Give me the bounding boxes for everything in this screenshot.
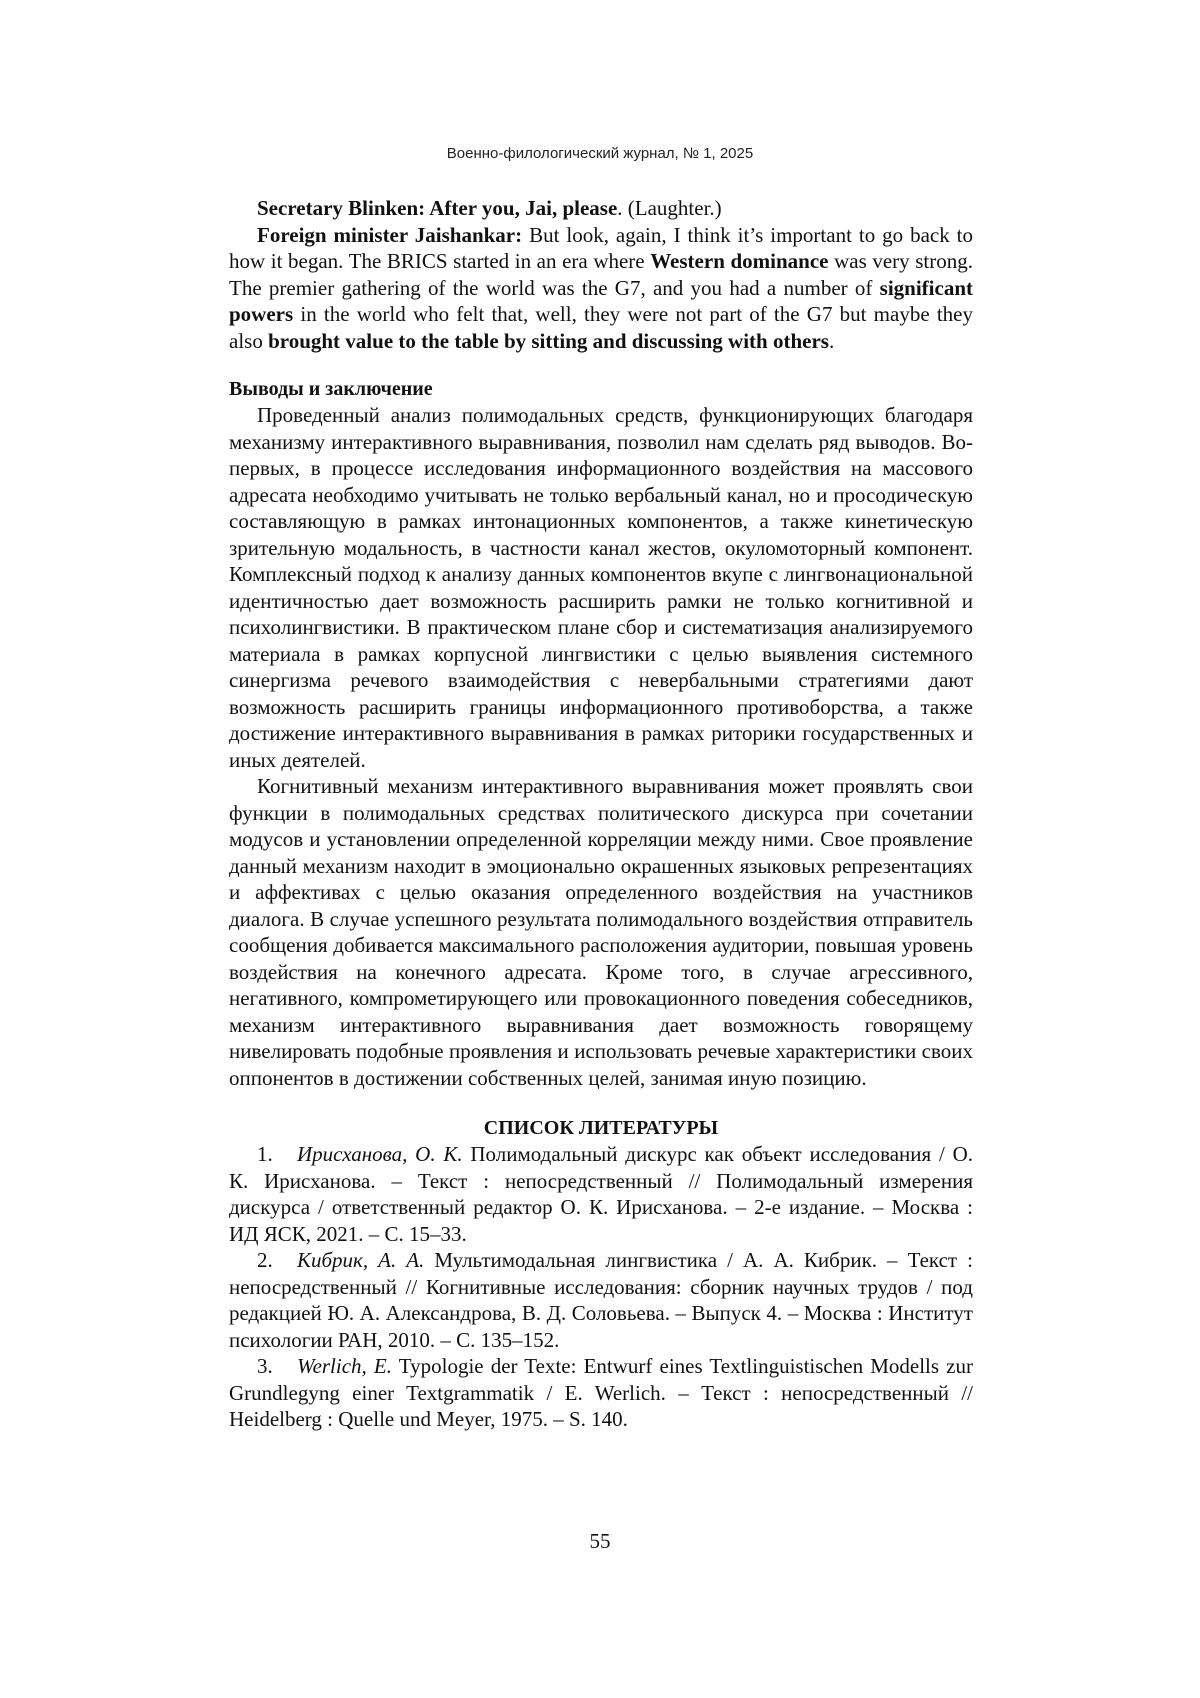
emphasis-significant-powers: significant powers (229, 275, 973, 326)
page-number: 55 (589, 1529, 611, 1553)
speaker-line: Secretary Blinken: After you, Jai, please (257, 196, 618, 220)
reference-item (229, 1247, 973, 1353)
reference-author: Werlich, E. (297, 1354, 392, 1378)
reference-item (229, 1141, 973, 1247)
running-header: Военно-филологический журнал, № 1, 2025 (446, 145, 754, 162)
references-title: СПИСОК ЛИТЕРАТУРЫ (483, 1117, 719, 1139)
dialogue-text: in the world who felt that, well, they were not part of the G7 but maybe they also (229, 302, 973, 353)
reference-text: Мультимодальная лингвистика / А. А. Кибрик. – Текст : непосредственный // Когнитивные исследования: сборник научных трудов / под редакцией Ю. А. Александрова, В. Д. Соловьева. – Выпуск 4. – Москва : Институт психологии РАН, 2010. – С. 135–152. (229, 1248, 973, 1352)
emphasis-western-dominance: Western dominance (650, 249, 829, 273)
reference-author: Ирисханова, О. К. (297, 1142, 463, 1166)
dialogue-paragraph-blinken (229, 195, 973, 222)
emphasis-brought-value: brought value to the table by sitting and discussing with others (268, 328, 829, 353)
dialogue-text: . (828, 328, 835, 353)
speaker-label: Foreign minister Jaishankar: (257, 222, 523, 247)
reference-item (229, 1353, 973, 1433)
reference-number: 2. (257, 1248, 273, 1272)
reference-text: Typologie der Texte: Entwurf eines Textlinguistischen Modells zur Grundlegyng einer Textgrammatik / E. Werlich. – Текст : непосредственный // Heidelberg : Quelle und Meyer, 1975. – S. 140. (229, 1354, 973, 1431)
dialogue-text: But look, again, I think it’s important to go back to how it began. The BRICS started in an era where (229, 222, 974, 273)
dialogue-text: was very strong. The premier gathering of the world was the G7, and you had a number of (229, 249, 973, 300)
article-body (229, 195, 973, 1433)
reference-author: Кибрик, А. А. (297, 1248, 425, 1272)
reference-number: 1. (257, 1142, 273, 1166)
reference-text: Полимодальный дискурс как объект исследования / О. К. Ирисханова. – Текст : непосредственный // Полимодальный измерения дискурса / ответственный редактор О. К. Ирисханова. – 2-е издание. – Москва : ИД ЯСК, 2021. – С. 15–33. (229, 1142, 973, 1246)
reference-number: 3. (257, 1354, 273, 1378)
section-heading-conclusion: Выводы и заключение (229, 378, 433, 400)
dialogue-paragraph-jaishankar (229, 222, 973, 355)
dialogue-text: . (Laughter.) (617, 196, 722, 220)
conclusion-paragraph-1: Проведенный анализ полимодальных средств, функционирующих благодаря механизму интерактивного выравнивания, позволил нам сделать ряд выводов. Во-первых, в процессе исследования информационного воздействия на массового адресата необходимо учитывать не только вербальный канал, но и просодическую составляющую в рамках интонационных компонентов, а также кинетическую зрительную модальность, в частности канал жестов, окуломоторный компонент. Комплексный подход к анализу данных компонентов вкупе с лингвонациональной идентичностью дает возможность расширить рамки не только когнитивной и психолингвистики. В практическом плане сбор и систематизация анализируемого материала в рамках корпусной лингвистики с целью выявления системного синергизма речевого взаимодействия с невербальными стратегиями дают возможность расширить границы информационного противоборства, а также достижение интерактивного выравнивания в рамках риторики государственных и иных деятелей. (229, 403, 973, 772)
conclusion-paragraph-2: Когнитивный механизм интерактивного выравнивания может проявлять свои функции в полимодальных средствах политического дискурса при сочетании модусов и установлении определенной корреляции между ними. Свое проявление данный механизм находит в эмоционально окрашенных языковых репрезентациях и аффективах с целью оказания определенного воздействия на участников диалога. В случае успешного результата полимодального воздействия отправитель сообщения добивается максимального расположения аудитории, повышая уровень воздействия на конечного адресата. Кроме того, в случае агрессивного, негативного, компрометирующего или провокационного поведения собеседников, механизм интерактивного выравнивания дает возможность говорящему нивелировать подобные проявления и использовать речевые характеристики своих оппонентов в достижении собственных целей, занимая иную позицию. (229, 774, 973, 1090)
